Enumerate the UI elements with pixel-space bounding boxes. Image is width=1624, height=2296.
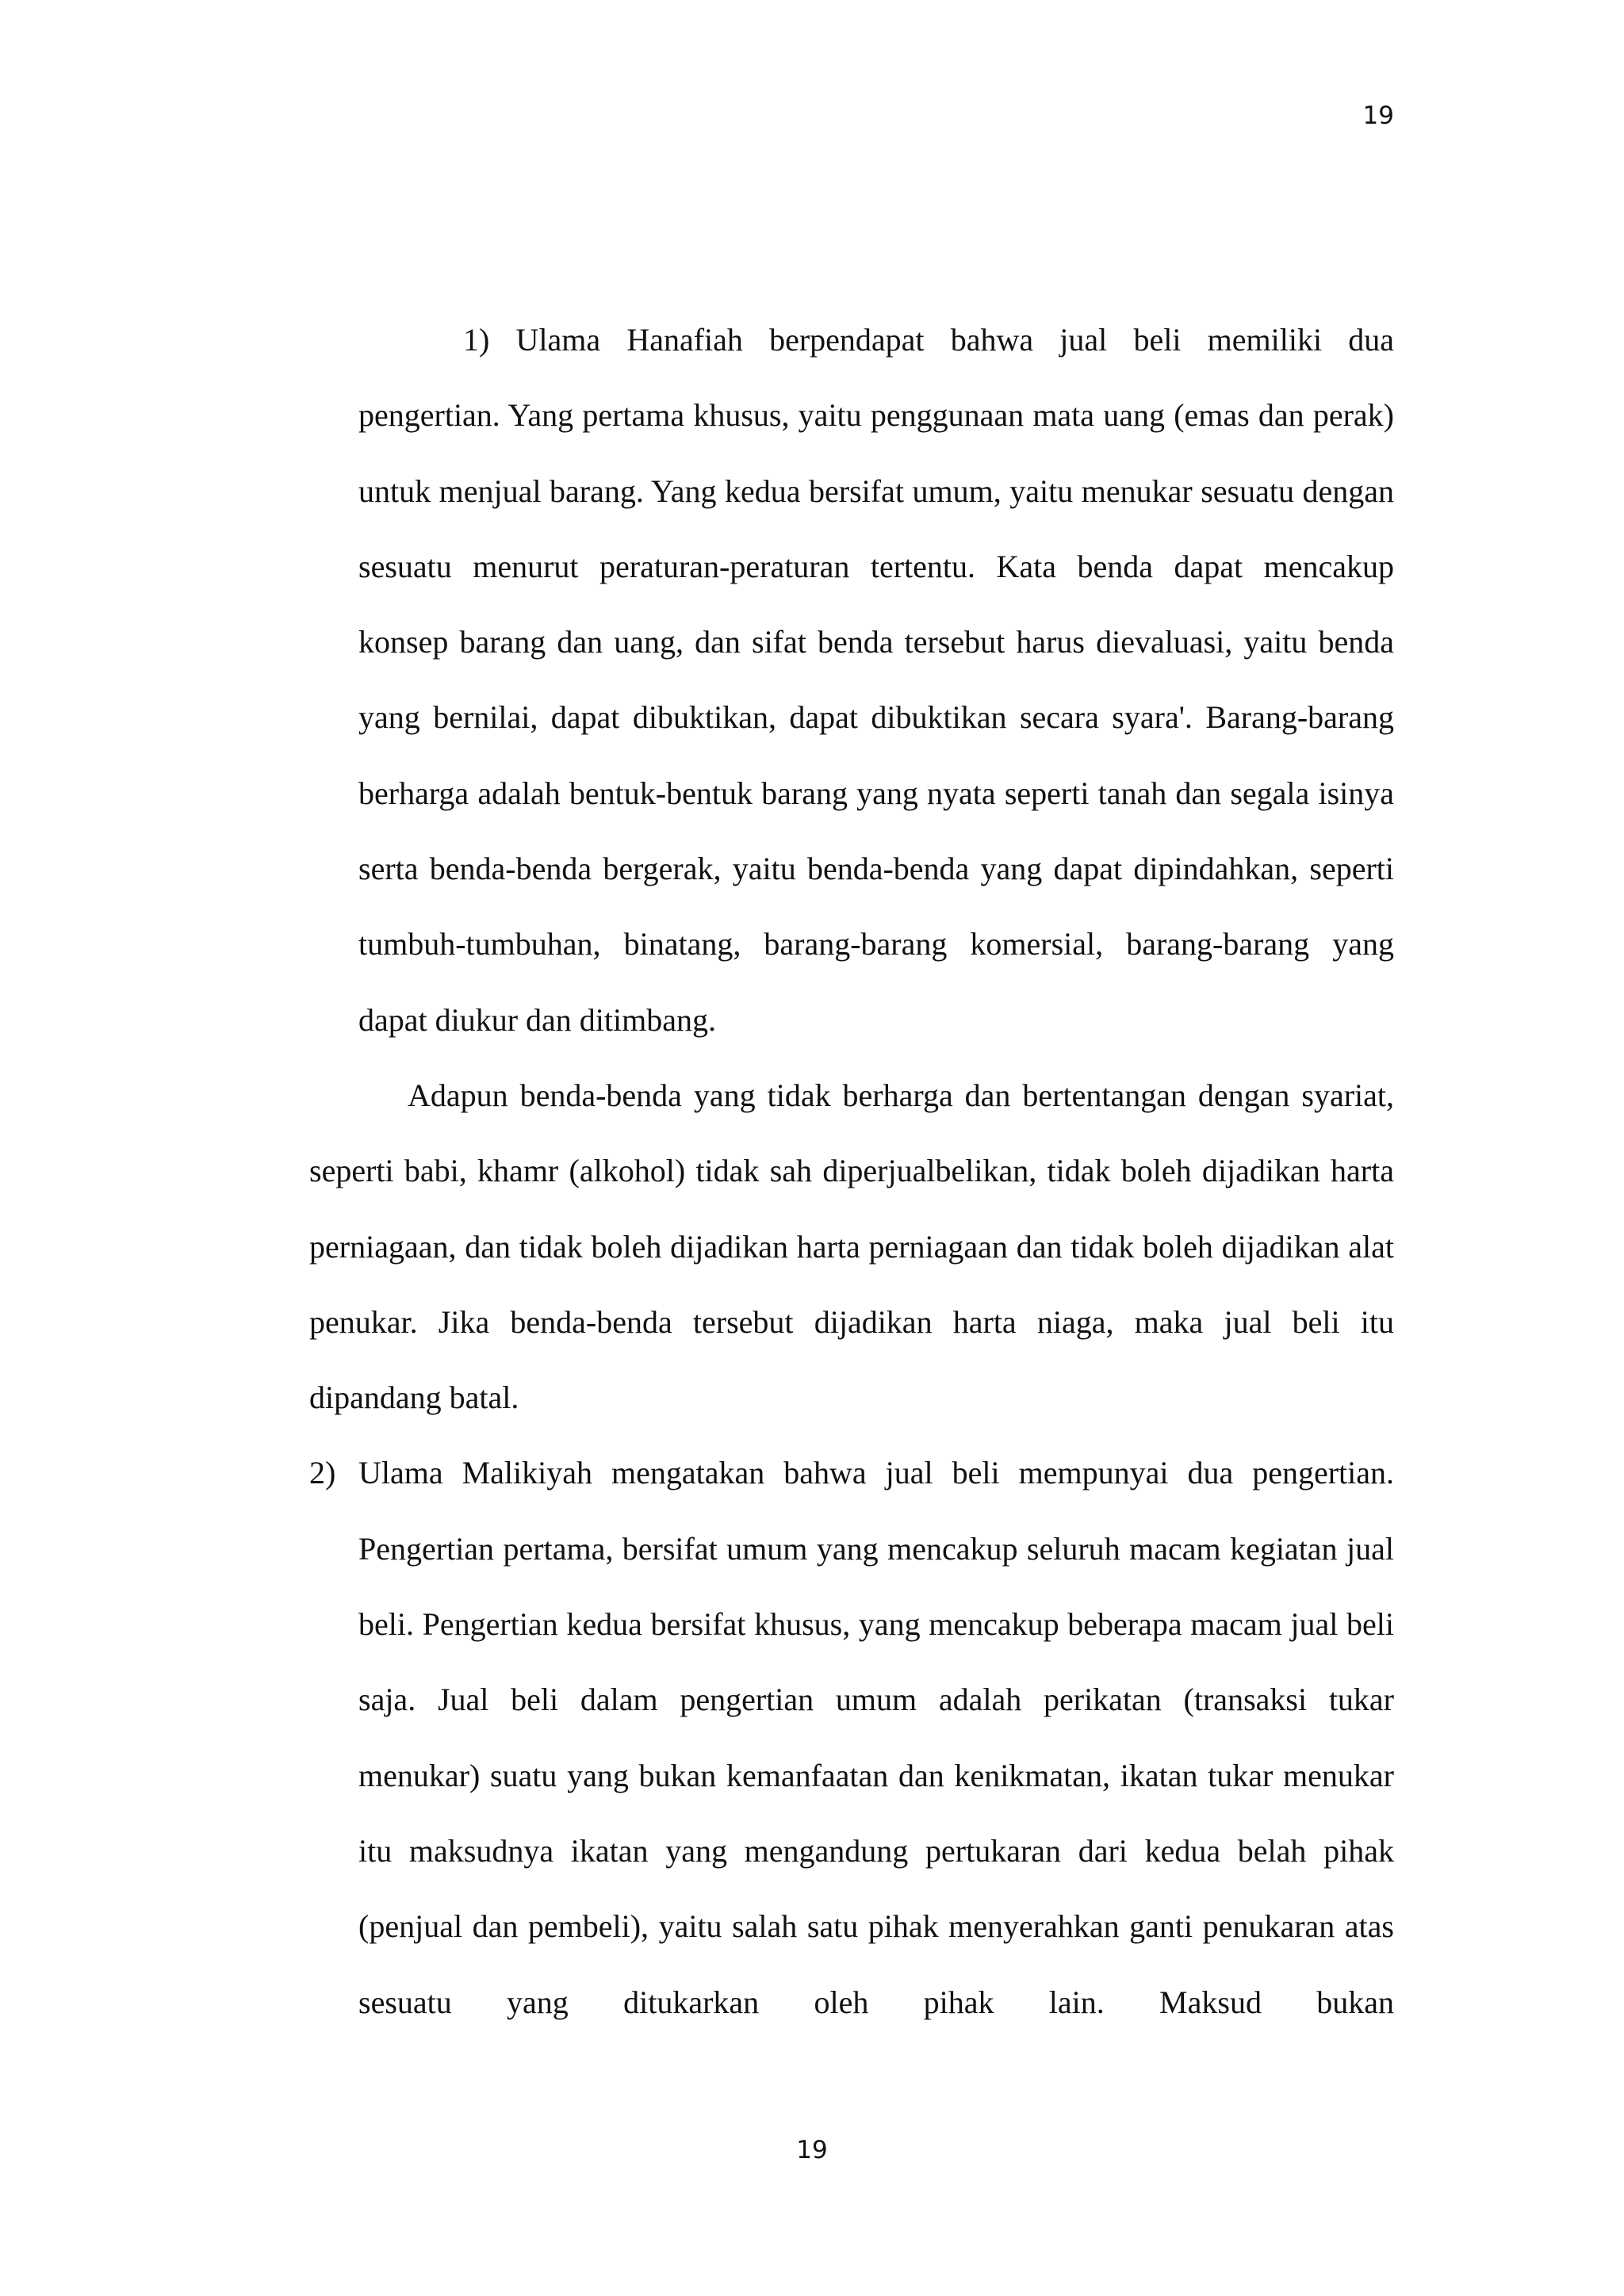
document-body — [309, 302, 1394, 2040]
list-item-marker: 2) — [309, 1455, 336, 1491]
list-item-text: Ulama Malikiyah mengatakan bahwa jual beli mempunyai dua pengertian. Pengertian pertama, bersifat umum yang mencakup seluruh macam kegiatan jual beli. Pengertian kedua bersifat khusus, yang mencakup beberapa macam jual beli saja. Jual beli dalam pengertian umum adalah perikatan (transaksi tukar menukar) suatu yang bukan kemanfaatan dan kenikmatan, ikatan tukar menukar itu maksudnya ikatan yang mengandung pertukaran dari kedua belah pihak (penjual dan pembeli), yaitu salah satu pihak menyerahkan ganti penukaran atas sesuatu yang ditukarkan oleh pihak lain. Maksud bukan — [358, 1455, 1394, 2020]
page-number-header: 19 — [1362, 101, 1394, 130]
list-item-malikiyah — [309, 1435, 1394, 2039]
paragraph-benda-tidak-berharga: Adapun benda-benda yang tidak berharga dan bertentangan dengan syariat, seperti babi, khamr (alkohol) tidak sah diperjualbelikan, tidak boleh dijadikan harta perniagaan, dan tidak boleh dijadikan harta perniagaan dan tidak boleh dijadikan alat penukar. Jika benda-benda tersebut dijadikan harta niaga, maka jual beli itu dipandang batal. — [309, 1077, 1394, 1416]
list-item-hanafiah: 1) Ulama Hanafiah berpendapat bahwa jual beli memiliki dua pengertian. Yang pertama khusus, yaitu penggunaan mata uang (emas dan perak) untuk menjual barang. Yang kedua bersifat umum, yaitu menukar sesuatu dengan sesuatu menurut peraturan-peraturan tertentu. Kata benda dapat mencakup konsep barang dan uang, dan sifat benda tersebut harus dievaluasi, yaitu benda yang bernilai, dapat dibuktikan, dapat dibuktikan secara syara'. Barang-barang berharga adalah bentuk-bentuk barang yang nyata seperti tanah dan segala isinya serta benda-benda bergerak, yaitu benda-benda yang dapat dipindahkan, seperti tumbuh-tumbuhan, binatang, barang-barang komersial, barang-barang yang dapat diukur dan ditimbang. — [358, 322, 1394, 1038]
page-number-footer: 19 — [796, 2136, 828, 2164]
